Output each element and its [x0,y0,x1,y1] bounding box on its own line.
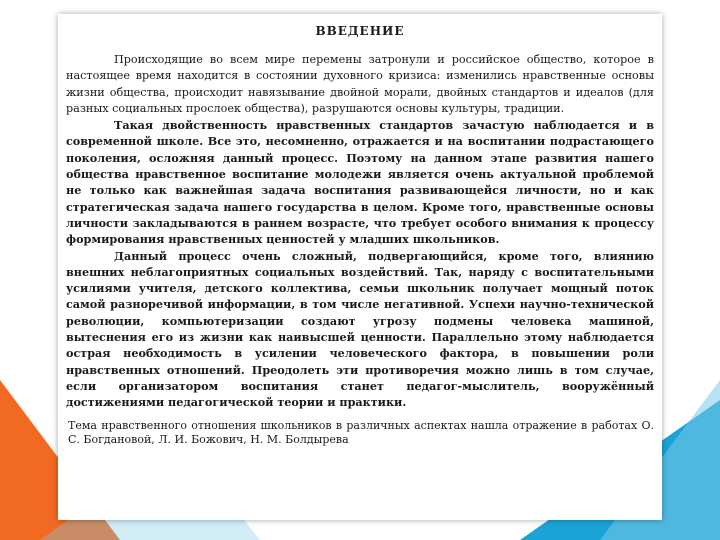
paragraph-1: Происходящие во всем мире перемены затронули и российское общество, которое в настоящее время находится в состоянии духовного кризиса: изменились нравственные основы жизни общества, происходит навязывание двойной морали, двойных стандартов и идеалов (для разных социальных прослоек общества), разрушаются основы культуры, традиции. [66,53,654,115]
document-page [58,14,662,520]
paragraph-3: Данный процесс очень сложный, подвергающийся, кроме того, влиянию внешних неблагоприятных социальных воздействий. Так, наряду с воспитательными усилиями учителя, детского коллектива, семьи школьник получает мощный поток самой разноречивой информации, в том числе негативной. Успехи научно-технической революции, компьютеризации создают угрозу подмены человека машиной, вытеснения его из жизни как наивысшей ценности. Параллельно этому наблюдается острая необходимость в усилении человеческого фактора, в повышении роли нравственных отношений. Преодолеть эти противоречия можно лишь в том случае, если организатором воспитания станет педагог-мыслитель, вооружённый достижениями педагогической теории и практики. [66,248,654,410]
document-title: ВВЕДЕНИЕ [315,24,405,38]
paragraph-2: Такая двойственность нравственных стандартов зачастую наблюдается и в современной школе. Все это, несомненно, отражается и на воспитании подрастающего поколения, осложняя данный процесс. Поэтому на данном этапе развития нашего общества нравственное воспитание молодежи является очень актуальной проблемой не только как важнейшая задача воспитания развивающейся личности, но и как стратегическая задача нашего государства в целом. Кроме того, нравственные основы личности закладываются в раннем возрасте, что требует особого внимания к процессу формирования нравственных ценностей у младших школьников. [66,118,654,247]
footnote: Тема нравственного отношения школьников в различных аспектах нашла отражение в работах О. С. Богдановой, Л. И. Божович, Н. М. Болдырева [68,418,654,446]
